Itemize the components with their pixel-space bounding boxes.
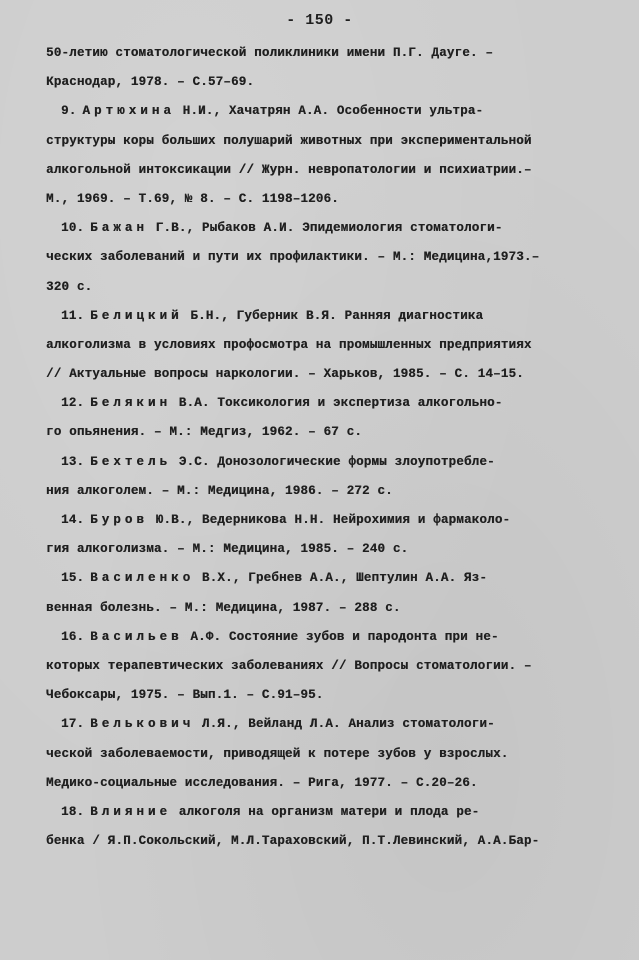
bibliography-entry (46, 214, 594, 302)
entry-line: алкогольной интоксикации // Журн. невропатологии и психиатрии.– (46, 162, 532, 177)
entry-first-line (46, 710, 594, 739)
entry-number: 15. (61, 571, 85, 586)
entry-line: ческих заболеваний и пути их профилактики. – М.: Медицина,1973.– (46, 250, 540, 265)
entry-line: Медико-социальные исследования. – Рига, 1977. – С.20–26. (46, 775, 478, 790)
entry-author: Бажан (90, 221, 148, 236)
bibliography-entry (46, 448, 594, 506)
entry-line: 320 с. (46, 279, 93, 294)
entry-line: ния алкоголем. – М.: Медицина, 1986. – 272 с. (46, 483, 393, 498)
entry-line: гия алкоголизма. – М.: Медицина, 1985. – 240 с. (46, 542, 409, 557)
entry-text: алкоголя на организм матери и плода ре- (178, 804, 480, 819)
entry-number: 10. (61, 221, 85, 236)
entry-line: М., 1969. – Т.69, № 8. – С. 1198–1206. (46, 191, 339, 206)
entry-line: венная болезнь. – М.: Медицина, 1987. – 288 с. (46, 600, 401, 615)
bibliography-entry (46, 302, 594, 390)
entry-number: 18. (61, 804, 85, 819)
entry-line: Чебоксары, 1975. – Вып.1. – С.91–95. (46, 688, 324, 703)
entry-line: которых терапевтических заболеваниях // Вопросы стоматологии. – (46, 658, 532, 673)
bibliography-entry (46, 623, 594, 711)
entry-author: Василенко (90, 571, 195, 586)
entry-text: Г.В., Рыбаков А.И. Эпидемиология стоматологи- (155, 221, 503, 236)
bibliography-entry (46, 710, 594, 798)
bibliography-list (46, 39, 594, 856)
entry-first-line (46, 564, 594, 593)
entry-author: Влияние (90, 804, 172, 819)
entry-first-line (46, 214, 594, 243)
entry-number: 14. (61, 513, 85, 527)
entry-first-line (46, 506, 594, 535)
entry-number: 13. (61, 454, 85, 469)
entry-first-line (46, 389, 594, 418)
entry-line: // Актуальные вопросы наркологии. – Харьков, 1985. – С. 14–15. (46, 367, 524, 382)
entry-number: 12. (61, 396, 85, 411)
bibliography-entry (46, 798, 594, 856)
entry-line: структуры коры больших полушарий животных при экспериментальной (46, 133, 532, 148)
entry-author: Белякин (90, 396, 172, 411)
entry-text: В.А. Токсикология и экспертиза алкогольно- (178, 396, 503, 411)
bibliography-entry (46, 389, 594, 447)
entry-author: Бехтель (90, 454, 172, 469)
entry-text: Л.Я., Вейланд Л.А. Анализ стоматологи- (201, 717, 495, 732)
entry-number: 9. (61, 104, 77, 119)
bibliography-entry (46, 97, 594, 214)
entry-author: Белицкий (90, 308, 183, 323)
bibliography-entry (46, 564, 594, 622)
entry-line: ческой заболеваемости, приводящей к потере зубов у взрослых. (46, 746, 509, 761)
entry-text: В.Х., Гребнев А.А., Шептулин А.А. Яз- (201, 571, 488, 586)
entry-text: Н.И., Хачатрян А.А. Особенности ультра- (182, 104, 484, 119)
entry-number: 11. (61, 308, 85, 323)
entry-first-line (46, 798, 594, 827)
entry-line: бенка / Я.П.Сокольский, М.Л.Тараховский, П.Т.Левинский, А.А.Бар- (46, 834, 540, 849)
entry-author: Артюхина (82, 104, 175, 119)
entry-text: А.Ф. Состояние зубов и пародонта при не- (190, 629, 499, 644)
entry-first-line (46, 302, 594, 331)
page-number: - 150 - (286, 12, 353, 29)
entry-line: го опьянения. – М.: Медгиз, 1962. – 67 с. (46, 425, 363, 440)
entry-number: 17. (61, 717, 85, 732)
entry-author: Васильев (90, 629, 183, 644)
entry-line: алкоголизма в условиях профосмотра на промышленных предприятиях (46, 337, 532, 352)
entry-number: 16. (61, 629, 85, 644)
entry-first-line (46, 97, 594, 126)
bibliography-entry (46, 506, 594, 564)
entry-text: Ю.В., Ведерникова Н.Н. Нейрохимия и фармаколо- (155, 513, 511, 527)
entry-first-line (46, 448, 594, 477)
entry-author: Велькович (90, 717, 195, 732)
entry-line: 50-летию стоматологической поликлиники имени П.Г. Дауге. – (46, 46, 494, 60)
bibliography-entry (46, 39, 594, 97)
entry-line: Краснодар, 1978. – С.57–69. (46, 75, 255, 90)
entry-author: Буров (90, 513, 148, 527)
entry-text: Б.Н., Губерник В.Я. Ранняя диагностика (190, 308, 484, 323)
entry-first-line (46, 623, 594, 652)
entry-text: Э.С. Донозологические формы злоупотребле- (178, 454, 495, 469)
